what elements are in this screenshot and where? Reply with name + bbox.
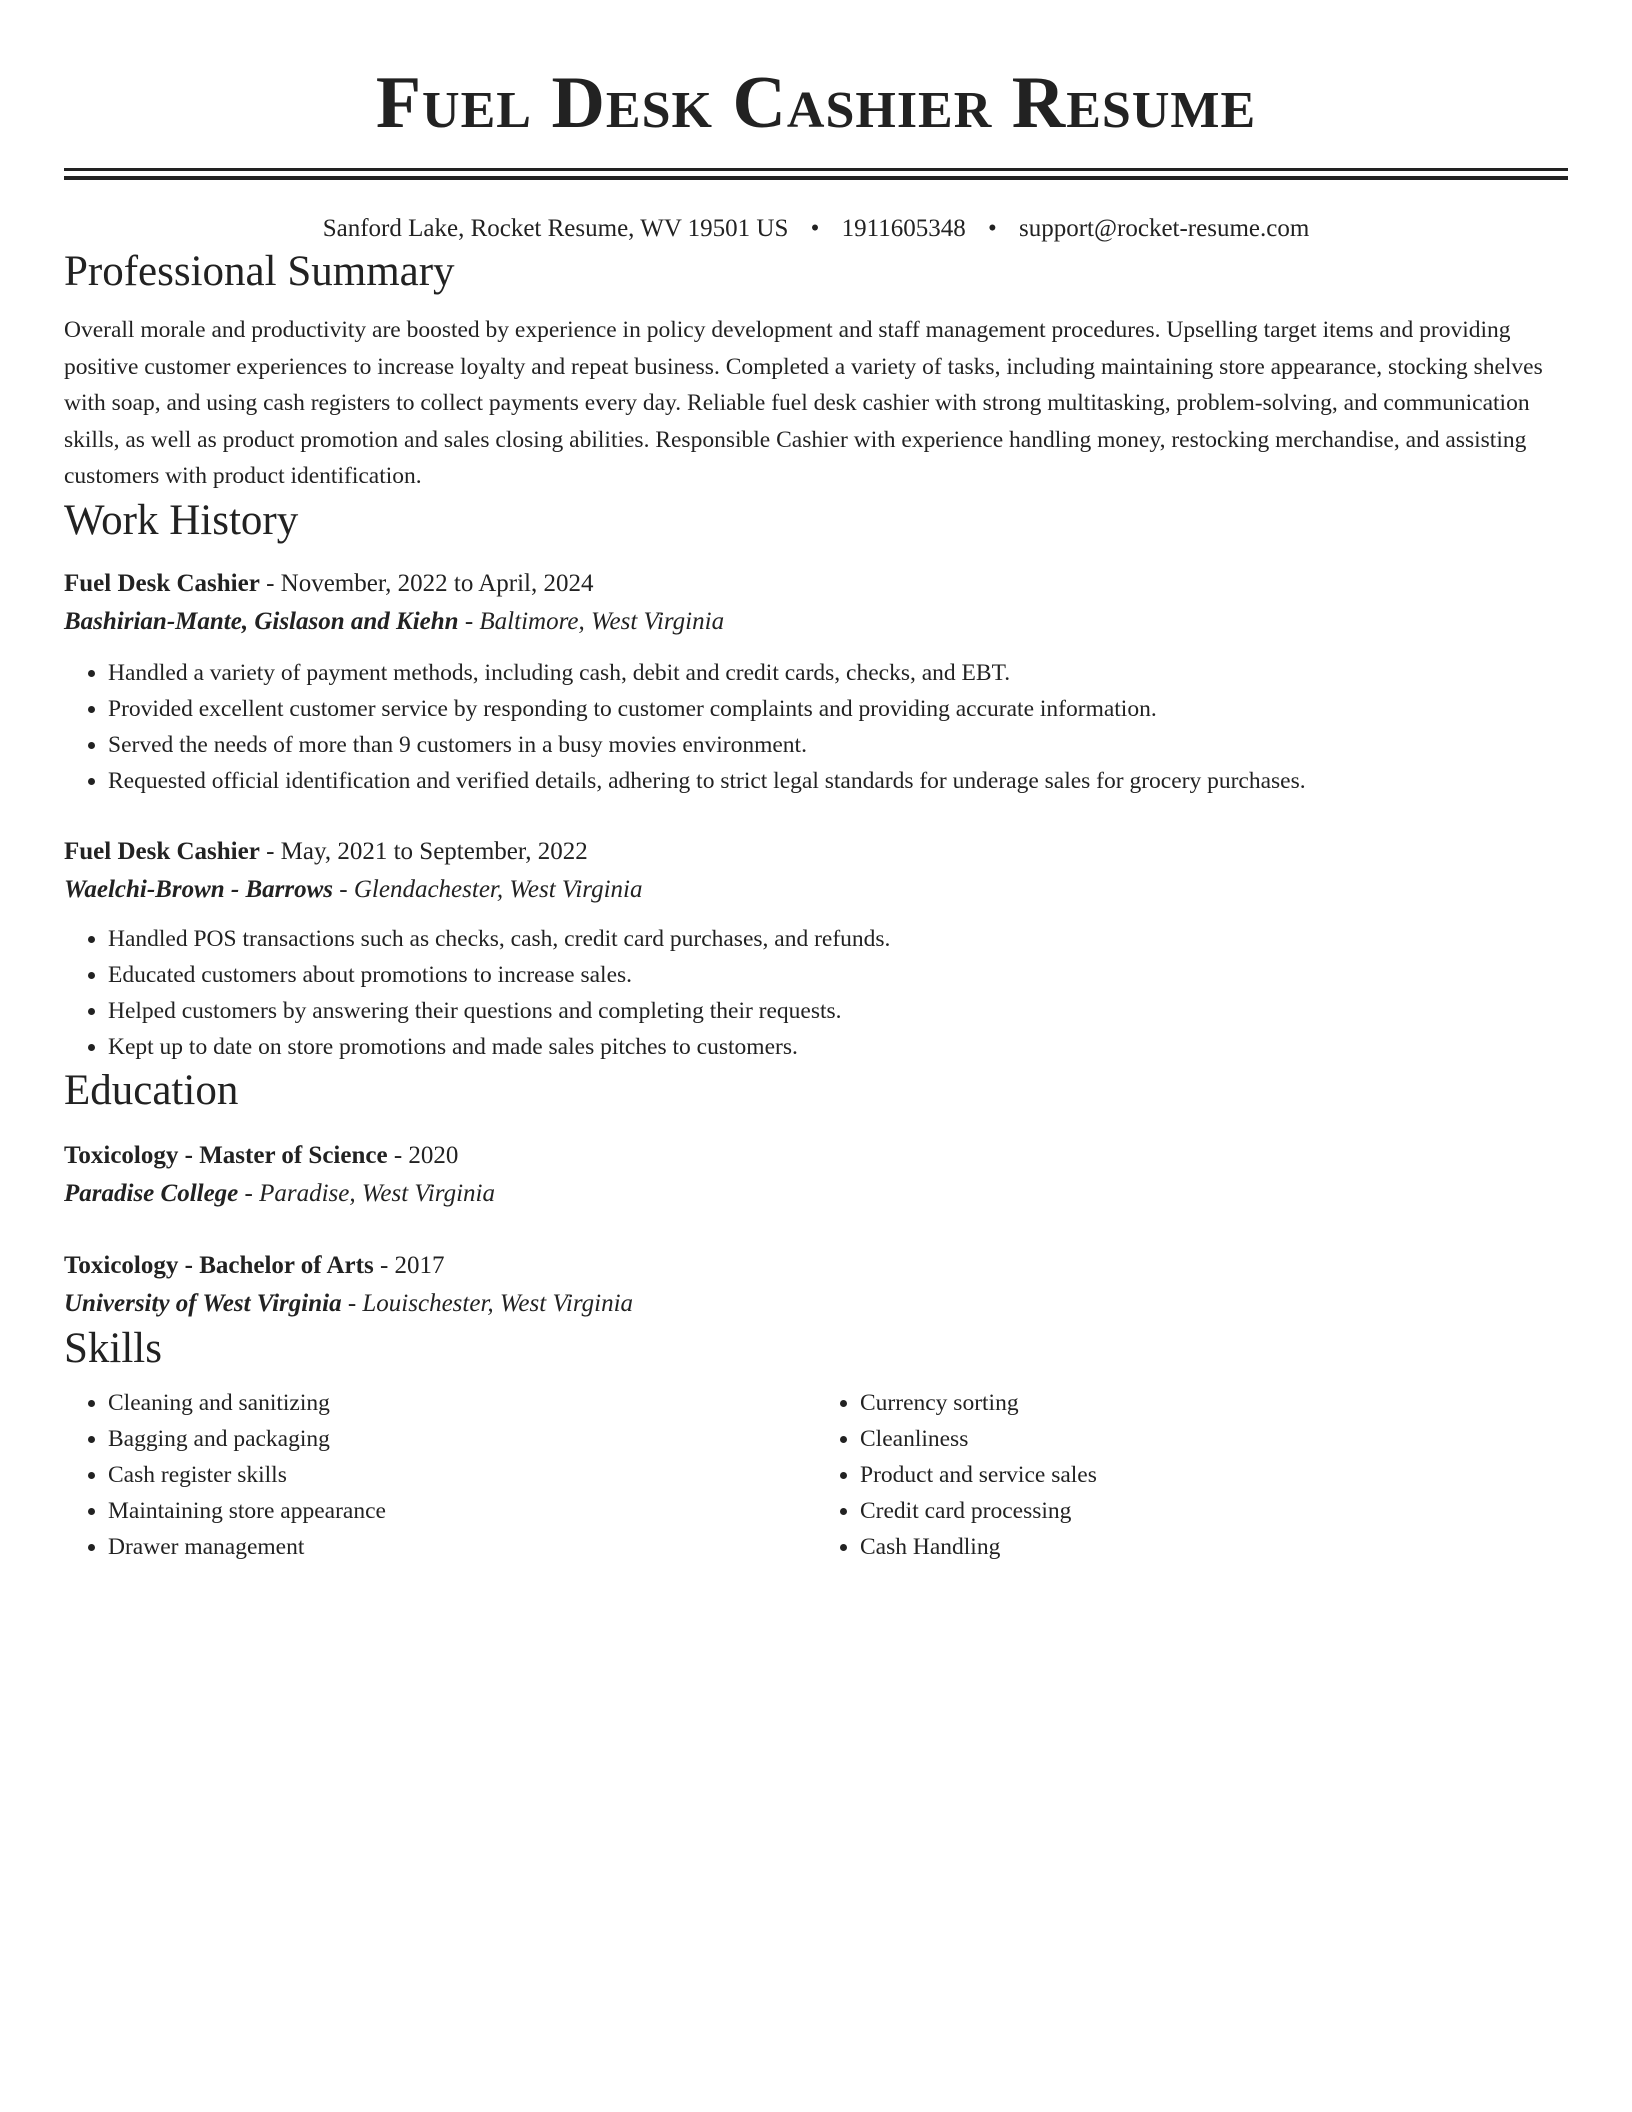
education-header [64,1137,1568,1175]
school-location: - Louischester, West Virginia [341,1289,634,1317]
list-item: • Requested official identification and verified details, adhering to strict legal standards for underage sales for grocery purchases. [108,763,1568,799]
list-item: • Kept up to date on store promotions and made sales pitches to customers. [108,1029,1568,1065]
title-divider-bottom [64,176,1568,180]
school-location: - Paradise, West Virginia [238,1179,495,1207]
list-item: • Provided excellent customer service by responding to customer complaints and providing accurate information. [108,691,1568,727]
job-bullets [64,655,1568,799]
contact-separator: • [810,215,820,242]
education-school [64,1175,1568,1213]
job-entry [64,565,1568,799]
list-item: • Bagging and packaging [108,1421,816,1457]
education-entry [64,1137,1568,1213]
list-item: • Cash register skills [108,1457,816,1493]
job-company: Waelchi-Brown - Barrows [64,875,334,903]
job-dates: - November, 2022 to April, 2024 [259,569,594,597]
graduation-year: - 2017 [373,1251,445,1279]
list-item: • Product and service sales [860,1457,1568,1493]
list-item: • Handled a variety of payment methods, including cash, debit and credit cards, checks, and EBT. [108,655,1568,691]
list-item: • Cleaning and sanitizing [108,1385,816,1421]
list-item: • Served the needs of more than 9 customers in a busy movies environment. [108,727,1568,763]
education-entry [64,1247,1568,1323]
list-item: • Cleanliness [860,1421,1568,1457]
contact-address: Sanford Lake, Rocket Resume, WV 19501 US [322,215,789,242]
list-item: • Credit card processing [860,1493,1568,1529]
contact-line [64,212,1568,246]
summary-heading: Professional Summary [64,248,455,295]
skills-heading: Skills [64,1324,162,1372]
job-title: Fuel Desk Cashier [64,569,260,597]
list-item: • Maintaining store appearance [108,1493,816,1529]
job-company: Bashirian-Mante, Gislason and Kiehn [64,607,459,635]
job-title: Fuel Desk Cashier [64,837,260,865]
skills-list-left [64,1385,816,1565]
job-employer [64,871,1568,909]
list-item: • Educated customers about promotions to increase sales. [108,957,1568,993]
degree: Toxicology - Bachelor of Arts [64,1251,374,1279]
list-item: • Cash Handling [860,1529,1568,1565]
education-heading: Education [64,1066,239,1114]
skills-list-right [816,1385,1568,1565]
contact-email[interactable]: support@rocket-resume.com [1019,215,1310,242]
degree: Toxicology - Master of Science [64,1141,388,1169]
skills-columns [64,1385,1568,1565]
job-header [64,833,1568,871]
graduation-year: - 2020 [387,1141,459,1169]
job-location: - Baltimore, West Virginia [458,607,725,635]
summary-text: Overall morale and productivity are boosted by experience in policy development and staff management procedures. Upselling target items and providing positive customer experiences to increase loyalty and repeat business. Completed a variety of tasks, including maintaining store appearance, stocking shelves with soap, and using cash registers to collect payments every day. Reliable fuel desk cashier with strong multitasking, problem-solving, and communication skills, as well as product promotion and sales closing abilities. Responsible Cashier with experience handling money, restocking merchandise, and assisting customers with product identification. [64,317,1543,489]
school-name: University of West Virginia [64,1289,342,1317]
job-employer [64,603,1568,641]
job-bullets [64,921,1568,1065]
job-location: - Glendachester, West Virginia [333,875,643,903]
school-name: Paradise College [64,1179,239,1207]
contact-separator: • [987,215,997,242]
list-item: • Handled POS transactions such as checks, cash, credit card purchases, and refunds. [108,921,1568,957]
work-history-heading: Work History [64,496,299,544]
job-entry [64,833,1568,1065]
title-divider-top [64,168,1568,171]
resume-title: Fuel Desk Cashier Resume [375,62,1257,144]
list-item: • Helped customers by answering their questions and completing their requests. [108,993,1568,1029]
education-header [64,1247,1568,1285]
list-item: • Currency sorting [860,1385,1568,1421]
job-header [64,565,1568,603]
education-school [64,1285,1568,1323]
contact-phone: 1911605348 [841,215,966,242]
job-dates: - May, 2021 to September, 2022 [259,837,588,865]
list-item: • Drawer management [108,1529,816,1565]
